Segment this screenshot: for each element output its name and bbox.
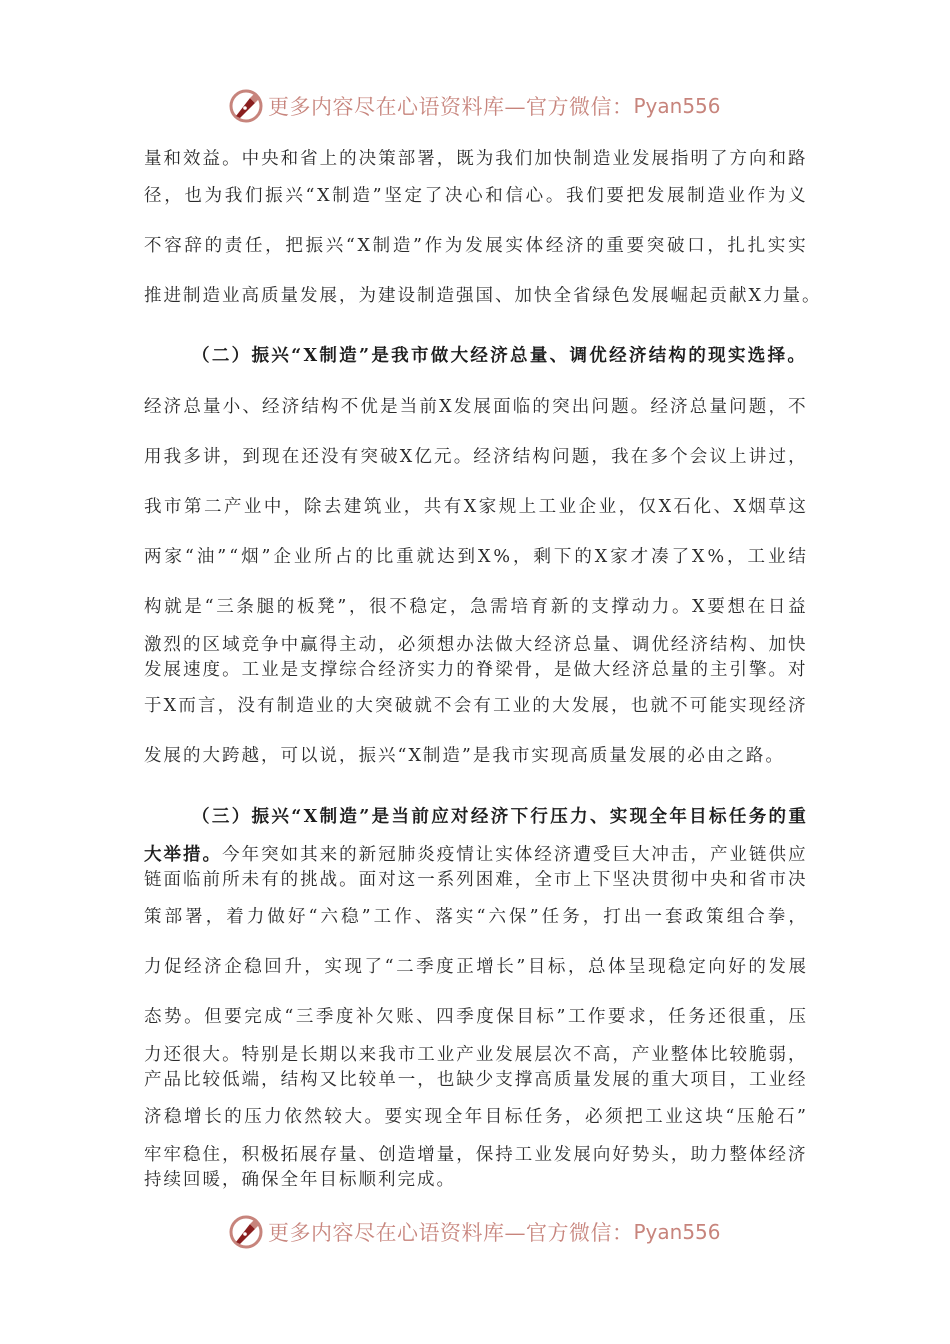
text-line: 激 烈 的 区 域 竞 争 中 赢 得 主 动 ， 必 须 想 办 法 做 大 经 济 总 量 、 调 优 经 济 结 构 、 加 快	[144, 635, 806, 655]
text-line: 推进制造业高质量发展，为建设制造强国、加快全省绿色发展崛起贡献X力量。	[144, 286, 822, 306]
text-line: 力 还 很 大 。 特 别 是 长 期 以 来 我 市 工 业 产 业 发 展 层 次 不 高 ， 产 业 整 体 比 较 脆 弱 ，	[144, 1045, 806, 1065]
text-line: 链 面 临 前 所 未 有 的 挑 战 。 面 对 这 一 系 列 困 难 ， 全 市 上 下 坚 决 贯 彻 中 央 和 省 市 决	[144, 870, 806, 890]
section-heading: （ 三 ） 振 兴 “ X 制 造 ” 是 当 前 应 对 经 济 下 行 压 力 、 实 现 全 年 目 标 任 务 的 重	[192, 807, 806, 827]
pen-nib-icon	[228, 1214, 264, 1250]
text-line: 我 市 第 二 产 业 中 ， 除 去 建 筑 业 ， 共 有 X 家 规 上 工 业 企 业 ， 仅 X 石 化 、 X 烟 草 这	[144, 497, 806, 517]
text-line: 济 稳 增 长 的 压 力 依 然 较 大 。 要 实 现 全 年 目 标 任 务 ， 必 须 把 工 业 这 块 “ 压 舱 石 ”	[144, 1107, 806, 1127]
text-line: 牢 牢 稳 住 ， 积 极 拓 展 存 量 、 创 造 增 量 ， 保 持 工 业 发 展 向 好 势 头 ， 助 力 整 体 经 济	[144, 1145, 806, 1165]
text-line: 策 部 署 ， 着 力 做 好 “ 六 稳 ” 工 作 、 落 实 “ 六 保 ” 任 务 ， 打 出 一 套 政 策 组 合 拳 ，	[144, 907, 806, 927]
text-line: 量 和 效 益 。 中 央 和 省 上 的 决 策 部 署 ， 既 为 我 们 加 快 制 造 业 发 展 指 明 了 方 向 和 路	[144, 149, 806, 169]
text-line: 两 家 “ 油 ” “ 烟 ” 企 业 所 占 的 比 重 就 达 到 X % ， 剩 下 的 X 家 才 凑 了 X % ， 工 业 结	[144, 547, 806, 567]
text-line: 大 举 措 。 今 年 突 如 其 来 的 新 冠 肺 炎 疫 情 让 实 体 经 济 遭 受 巨 大 冲 击 ， 产 业 链 供 应	[144, 845, 806, 865]
watermark-text: 更多内容尽在心语资料库—官方微信：	[268, 95, 634, 119]
watermark-wechat-id: Pyan556	[633, 1220, 721, 1244]
text-line: 用 我 多 讲 ， 到 现 在 还 没 有 突 破 X 亿 元 。 经 济 结 构 问 题 ， 我 在 多 个 会 议 上 讲 过 ，	[144, 447, 806, 467]
text-line: 产 品 比 较 低 端 ， 结 构 又 比 较 单 一 ， 也 缺 少 支 撑 高 质 量 发 展 的 重 大 项 目 ， 工 业 经	[144, 1070, 806, 1090]
pen-nib-icon	[228, 88, 264, 124]
header-watermark	[228, 86, 721, 126]
text-line: 持续回暖，确保全年目标顺利完成。	[144, 1170, 456, 1190]
text-line: 发展的大跨越，可以说，振兴“X制造”是我市实现高质量发展的必由之路。	[144, 746, 785, 766]
text-line: 态 势 。 但 要 完 成 “ 三 季 度 补 欠 账 、 四 季 度 保 目 标 ” 工 作 要 求 ， 任 务 还 很 重 ， 压	[144, 1007, 806, 1027]
text-line: 力 促 经 济 企 稳 回 升 ， 实 现 了 “ 二 季 度 正 增 长 ” 目 标 ， 总 体 呈 现 稳 定 向 好 的 发 展	[144, 957, 806, 977]
section-heading: （ 二 ） 振 兴 “ X 制 造 ” 是 我 市 做 大 经 济 总 量 、 调 优 经 济 结 构 的 现 实 选 择 。	[192, 346, 806, 366]
text-line: 发 展 速 度 。 工 业 是 支 撑 综 合 经 济 实 力 的 脊 梁 骨 ， 是 做 大 经 济 总 量 的 主 引 擎 。 对	[144, 660, 806, 680]
footer-watermark	[228, 1212, 721, 1252]
text-line: 径 ， 也 为 我 们 振 兴 “ X 制 造 ” 坚 定 了 决 心 和 信 心 。 我 们 要 把 发 展 制 造 业 作 为 义	[144, 186, 806, 206]
text-line: 经 济 总 量 小 、 经 济 结 构 不 优 是 当 前 X 发 展 面 临 的 突 出 问 题 。 经 济 总 量 问 题 ， 不	[144, 397, 806, 417]
text-line: 不 容 辞 的 责 任 ， 把 振 兴 “ X 制 造 ” 作 为 发 展 实 体 经 济 的 重 要 突 破 口 ， 扎 扎 实 实	[144, 236, 806, 256]
text-line: 于 X 而 言 ， 没 有 制 造 业 的 大 突 破 就 不 会 有 工 业 的 大 发 展 ， 也 就 不 可 能 实 现 经 济	[144, 696, 806, 716]
text-line: 构 就 是 “ 三 条 腿 的 板 凳 ” ， 很 不 稳 定 ， 急 需 培 育 新 的 支 撑 动 力 。 X 要 想 在 日 益	[144, 597, 806, 617]
watermark-wechat-id: Pyan556	[633, 94, 721, 118]
watermark-text: 更多内容尽在心语资料库—官方微信：	[268, 1221, 634, 1245]
